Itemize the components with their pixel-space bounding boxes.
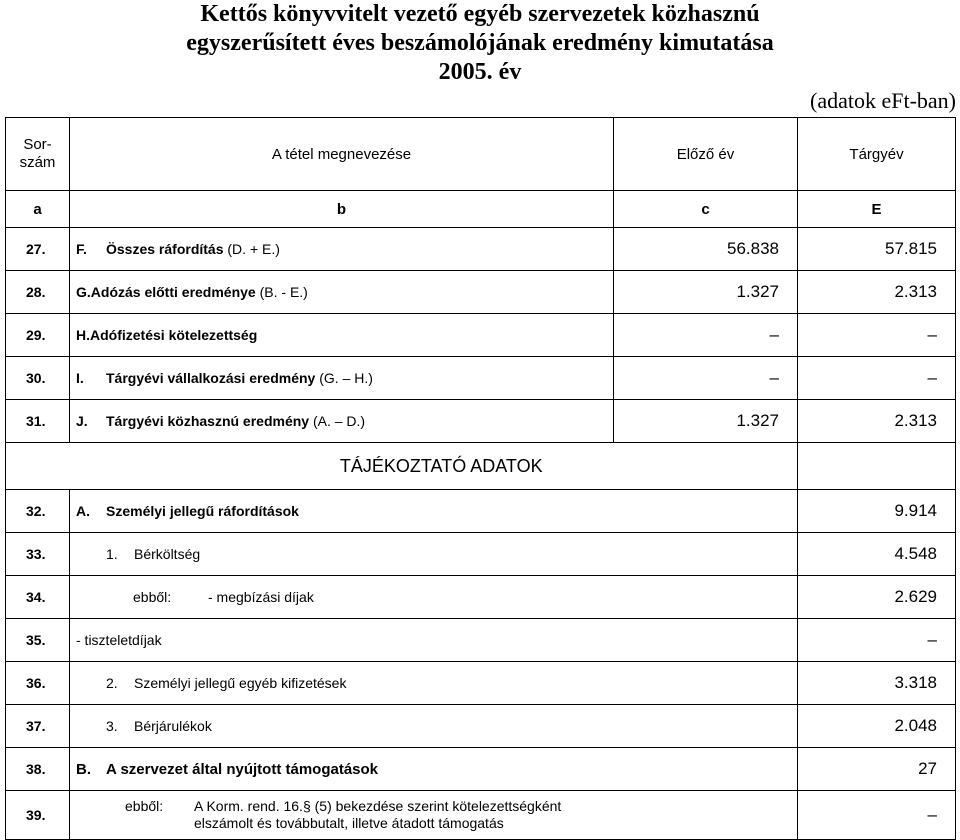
- table-row: [6, 619, 956, 662]
- curr-value: 57.815: [798, 228, 956, 271]
- column-letter-row: [6, 191, 956, 228]
- row-label: - tiszteletdíjak: [70, 619, 798, 662]
- table-row: [6, 490, 956, 533]
- row-label: F. Összes ráfordítás (D. + E.): [70, 228, 614, 271]
- row-label: 2. Személyi jellegű egyéb kifizetések: [70, 662, 798, 705]
- row-number: 32.: [6, 490, 70, 533]
- row-number: 28.: [6, 271, 70, 314]
- row-number: 33.: [6, 533, 70, 576]
- curr-value: –: [798, 357, 956, 400]
- title-line-3: 2005. év: [438, 59, 522, 85]
- curr-value: 2.313: [798, 400, 956, 443]
- section-row: [6, 443, 956, 490]
- row-number: 30.: [6, 357, 70, 400]
- row-number: 35.: [6, 619, 70, 662]
- header-prev-year: Előző év: [614, 118, 798, 191]
- row-label: I. Tárgyévi vállalkozási eredmény (G. – H.): [70, 357, 614, 400]
- row-number: 36.: [6, 662, 70, 705]
- letter-e: E: [798, 191, 956, 228]
- header-sorszam: Sor- szám: [6, 118, 70, 191]
- curr-value: 9.914: [798, 490, 956, 533]
- header-current-year: Tárgyév: [798, 118, 956, 191]
- table-row: [6, 791, 956, 840]
- curr-value: –: [798, 314, 956, 357]
- table-row: [6, 400, 956, 443]
- row-number: 38.: [6, 748, 70, 791]
- curr-value: 27: [798, 748, 956, 791]
- curr-value: 2.048: [798, 705, 956, 748]
- table-row: [6, 228, 956, 271]
- table-row: [6, 314, 956, 357]
- table-row: [6, 748, 956, 791]
- header-row: [6, 118, 956, 191]
- row-label: ebből: A Korm. rend. 16.§ (5) bekezdése szerint kötelezettségként elszámolt és továbbutalt, illetve átadott támogatás: [70, 791, 798, 840]
- letter-c: c: [614, 191, 798, 228]
- header-name: A tétel megnevezése: [70, 118, 614, 191]
- table-row: [6, 705, 956, 748]
- row-number: 37.: [6, 705, 70, 748]
- prev-value: 56.838: [614, 228, 798, 271]
- curr-value: –: [798, 619, 956, 662]
- prev-value: –: [614, 357, 798, 400]
- curr-value: –: [798, 791, 956, 840]
- table-row: [6, 271, 956, 314]
- row-label: B. A szervezet által nyújtott támogatások: [70, 748, 798, 791]
- prev-value: 1.327: [614, 271, 798, 314]
- row-label: ebből: - megbízási díjak: [70, 576, 798, 619]
- curr-value: 2.313: [798, 271, 956, 314]
- unit-note: (adatok eFt-ban): [810, 88, 956, 113]
- section-title: TÁJÉKOZTATÓ ADATOK: [70, 443, 798, 490]
- row-label: H.Adófizetési kötelezettség: [70, 314, 614, 357]
- report-title: [0, 0, 960, 87]
- table-row: [6, 576, 956, 619]
- row-label: A. Személyi jellegű ráfordítások: [70, 490, 798, 533]
- title-line-1: Kettős könyvvitelt vezető egyéb szervezetek közhasznú: [200, 1, 760, 27]
- row-label: 3. Bérjárulékok: [70, 705, 798, 748]
- letter-a: a: [6, 191, 70, 228]
- row-number: 39.: [6, 791, 70, 840]
- prev-value: 1.327: [614, 400, 798, 443]
- row-number: 29.: [6, 314, 70, 357]
- income-statement-table: [5, 117, 956, 840]
- row-number: 27.: [6, 228, 70, 271]
- title-line-2: egyszerűsített éves beszámolójának eredmény kimutatása: [186, 30, 774, 56]
- row-number: 34.: [6, 576, 70, 619]
- table-row: [6, 533, 956, 576]
- table-row: [6, 662, 956, 705]
- row-number: 31.: [6, 400, 70, 443]
- row-label: J. Tárgyévi közhasznú eredmény (A. – D.): [70, 400, 614, 443]
- curr-value: 2.629: [798, 576, 956, 619]
- row-label: G.Adózás előtti eredménye (B. - E.): [70, 271, 614, 314]
- row-label: 1. Bérköltség: [70, 533, 798, 576]
- table-row: [6, 357, 956, 400]
- prev-value: –: [614, 314, 798, 357]
- letter-b: b: [70, 191, 614, 228]
- curr-value: 3.318: [798, 662, 956, 705]
- curr-value: 4.548: [798, 533, 956, 576]
